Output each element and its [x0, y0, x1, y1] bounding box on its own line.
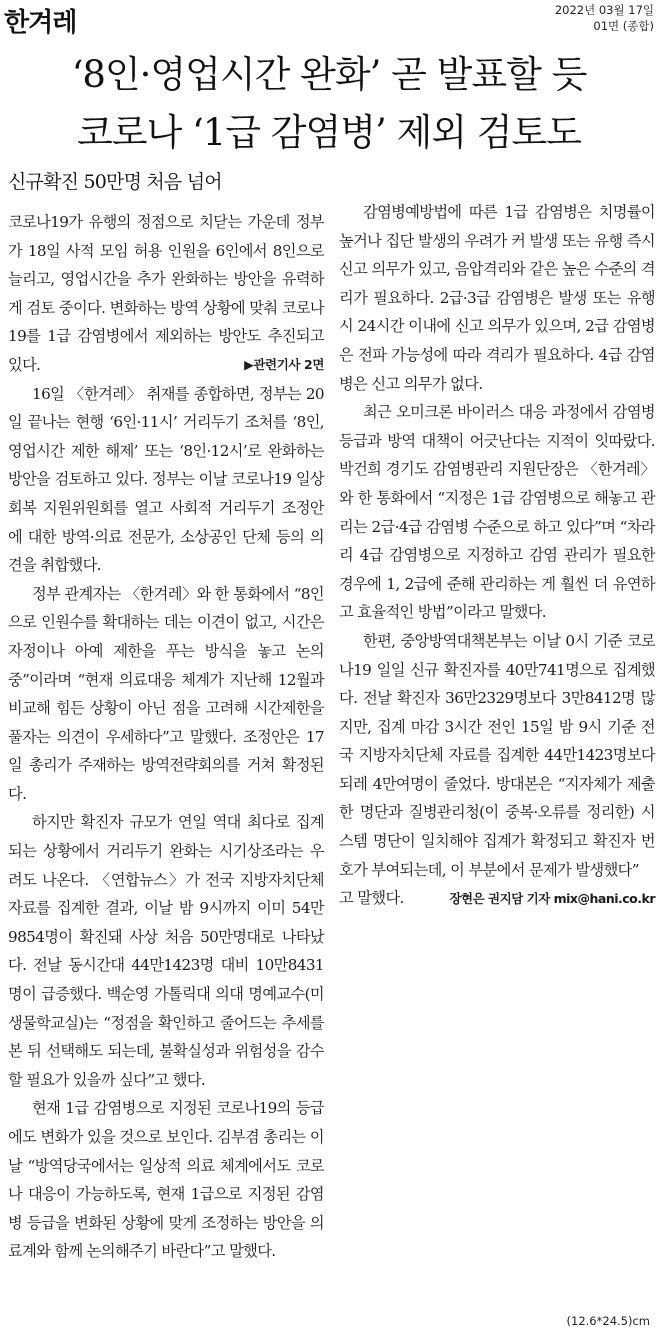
- body-paragraph: 최근 오미크론 바이러스 대응 과정에서 감염병 등급과 방역 대책이 어긋난다는 지적이 잇따랐다. 박건희 경기도 감염병관리 지원단장은 〈한겨레〉와 한 통화에서 “지정은 1급 감염병으로 해놓고 관리는 2급·4급 감염병 수준으로 하고 있다”며 “차라리 4급 감염병으로 지정하고 감염 관리가 필요한 경우에 1, 2급에 준해 관리하는 게 훨씬 더 유연하고 효율적인 방법”이라고 말했다.: [339, 403, 655, 622]
- article-size-note: (12.6*24.5)cm: [566, 1314, 650, 1328]
- article-column-right: [339, 198, 655, 914]
- lead-paragraph: 코로나19가 유행의 정점으로 치닫는 가운데 정부가 18일 사적 모임 허용 인원을 6인에서 8인으로 늘리고, 영업시간을 추가 완화하는 방안을 유력하게 검토 중이다. 변화하는 방역 상황에 맞춰 코로나19를 1급 감염병에서 제외하는 방안도 추진되고 있다.: [8, 213, 324, 374]
- publication-date: 2022년 03월 17일: [554, 3, 654, 17]
- body-paragraph: 한편, 중앙방역대책본부는 이날 0시 기준 코로나19 일일 신규 확진자를 40만741명으로 집계했다. 전날 확진자 36만2329명보다 3만8412명 많지만, 집계 마감 3시간 전인 15일 밤 9시 기준 전국 지방자치단체 자료를 집계한 44만1423명보다 되레 4만여명이 줄었다. 방대본은 “지자체가 제출한 명단과 질병관리청(이 중복·오류를 정리한) 시스템 명단이 일치해야 집계가 확정되고 확진자 번호가 부여되는데, 이 부분에서 문제가 발생했다”: [339, 631, 655, 879]
- body-paragraph: 정부 관계자는 〈한겨레〉와 한 통화에서 “8인으로 인원수를 확대하는 데는 이견이 없고, 시간은 자정이나 아예 제한을 푸는 방식을 놓고 논의 중”이라며 “현재 의료대응 체계가 지난해 12월과 비교해 힘든 상황이 아닌 점을 고려해 시간제한을 풀자는 의견이 우세하다”고 말했다. 조정안은 17일 총리가 주재하는 방역전략회의를 거쳐 확정된다.: [8, 584, 324, 803]
- headline-line-2: 코로나 ‘1급 감염병’ 제외 검토도: [76, 111, 581, 154]
- closing-row: [339, 884, 655, 914]
- body-paragraph: 현재 1급 감염병으로 지정된 코로나19의 등급에도 변화가 있을 것으로 보인다. 김부겸 총리는 이날 “방역당국에서는 일상적 의료 체계에서도 코로나 대응이 가능하도록, 현재 1급으로 지정된 감염병 등급을 변화된 상황에 맞게 조정하는 방안을 의료계와 함께 논의해주기 바란다”고 말했다.: [8, 1099, 324, 1261]
- page-section: 01면 (종합): [593, 19, 654, 33]
- byline: 장현은 권지담 기자 mix@hani.co.kr: [449, 891, 655, 907]
- body-paragraph: 16일 〈한겨레〉 취재를 종합하면, 정부는 20일 끝나는 현행 ‘6인·11시’ 거리두기 조처를 ‘8인, 영업시간 제한 해제’ 또는 ‘8인·12시’로 완화하는 방안을 검토하고 있다. 정부는 이날 코로나19 일상회복 지원위원회를 열고 사회적 거리두기 조정안에 대한 방역·의료 전문가, 소상공인 단체 등의 의견을 취합했다.: [8, 384, 324, 575]
- related-article-link[interactable]: ▶관련기사 2면: [244, 356, 324, 372]
- closing-text: 고 말했다.: [339, 889, 404, 908]
- headline-line-1: ‘8인·영업시간 완화’ 곧 발표할 듯: [71, 53, 587, 96]
- article-column-left: [8, 168, 324, 1266]
- body-paragraph: 감염병예방법에 따른 1급 감염병은 치명률이 높거나 집단 발생의 우려가 커 발생 또는 유행 즉시 신고 의무가 있고, 음압격리와 같은 높은 수준의 격리가 필요하다. 2급·3급 감염병은 발생 또는 유행 시 24시간 이내에 신고 의무가 있으며, 2급 감염병은 전파 가능성에 따라 격리가 필요하다. 4급 감염병은 신고 의무가 없다.: [339, 203, 655, 393]
- newspaper-masthead: 한겨레: [4, 8, 77, 38]
- body-paragraph: 하지만 확진자 규모가 연일 역대 최다로 집계되는 상황에서 거리두기 완화는 시기상조라는 우려도 나온다. 〈연합뉴스〉가 전국 지방자치단체 자료를 집계한 결과, 이날 밤 9시까지 이미 54만9854명이 확진돼 사상 처음 50만명대로 나타났다. 전날 동시간대 44만1423명 대비 10만8431명이 급증했다. 백순영 가톨릭대 의대 명예교수(미생물학교실)는 “정점을 확인하고 줄어드는 추세를 본 뒤 선택해도 되는데, 불확실성과 위험성을 감수할 필요가 있을까 싶다”고 했다.: [8, 813, 324, 1089]
- subheadline: 신규확진 50만명 처음 넘어: [8, 171, 222, 193]
- dateline: [555, 2, 654, 34]
